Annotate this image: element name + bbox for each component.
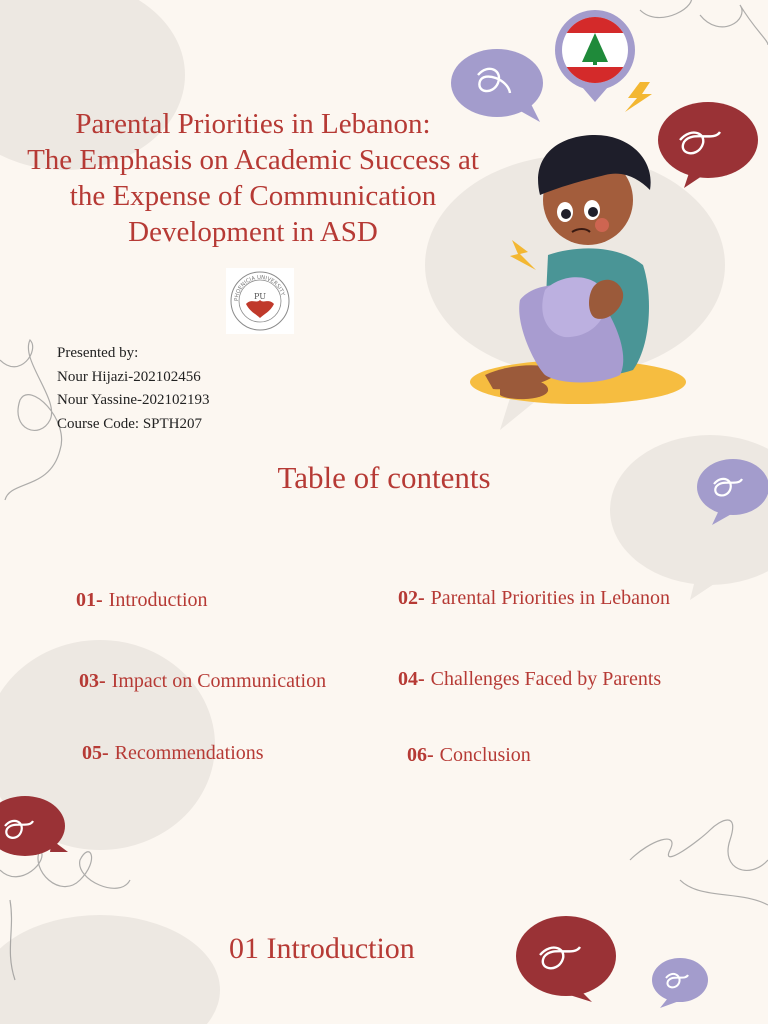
toc-item-impact[interactable] <box>79 670 326 693</box>
toc-item-number: 01- <box>76 589 103 611</box>
toc-item-label: Conclusion <box>439 744 531 766</box>
presenter-name: Nour Yassine-202102193 <box>57 392 210 408</box>
presenters-label: Presented by: <box>57 345 139 361</box>
toc-item-challenges[interactable] <box>398 668 661 691</box>
title-line: The Emphasis on Academic Success at <box>27 144 479 176</box>
toc-item-label: Introduction <box>108 589 208 611</box>
section-heading: 01 Introduction <box>229 932 415 965</box>
title-line: Development in ASD <box>128 216 378 248</box>
toc-item-number: 03- <box>79 670 106 692</box>
toc-item-parental-priorities[interactable] <box>398 587 670 610</box>
presenters-block <box>57 342 210 436</box>
university-seal-icon <box>226 268 294 334</box>
toc-heading: Table of contents <box>277 460 491 495</box>
toc-item-conclusion[interactable] <box>407 744 531 767</box>
title-line: the Expense of Communication <box>69 180 437 212</box>
toc-item-recommendations[interactable] <box>82 742 264 765</box>
course-code: Course Code: SPTH207 <box>57 415 203 432</box>
toc-item-label: Impact on Communication <box>111 670 327 692</box>
toc-item-label: Recommendations <box>114 742 264 764</box>
toc-item-label: Challenges Faced by Parents <box>430 668 662 690</box>
title-line: Parental Priorities in Lebanon: <box>75 108 431 140</box>
toc-item-introduction[interactable] <box>76 589 208 612</box>
toc-item-label: Parental Priorities in Lebanon <box>430 587 671 609</box>
lebanon-flag-pin-icon <box>555 10 635 102</box>
slide-title <box>0 106 506 250</box>
toc-item-number: 05- <box>82 742 109 764</box>
toc-item-number: 02- <box>398 587 425 609</box>
toc-item-number: 06- <box>407 744 434 766</box>
toc-item-number: 04- <box>398 668 425 690</box>
presenter-name: Nour Hijazi-202102456 <box>57 368 201 385</box>
seal-text: PHOENICIA UNIVERSITY <box>233 274 286 302</box>
seal-initials: PU <box>254 292 266 301</box>
